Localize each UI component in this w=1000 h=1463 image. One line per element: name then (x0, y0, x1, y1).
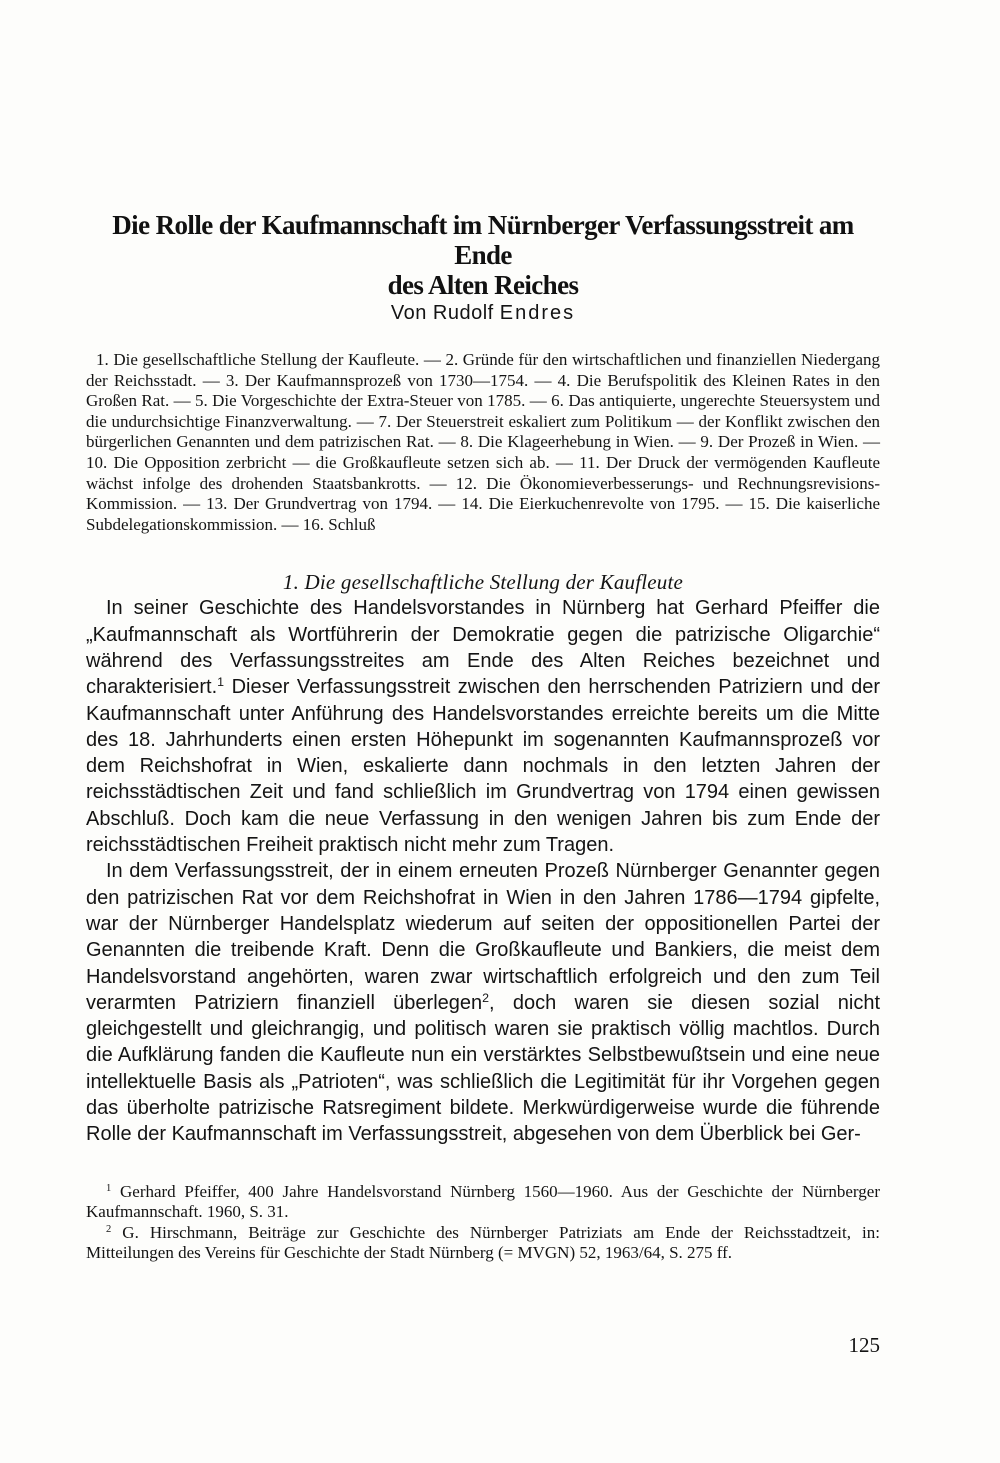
article-title-line-1: Die Rolle der Kaufmannschaft im Nürnberger Verfassungsstreit am Ende (112, 210, 854, 270)
footnote-ref-1: 1 (217, 675, 225, 690)
author-surname: Endres (499, 302, 576, 324)
section-heading: 1. Die gesellschaftliche Stellung der Kaufleute (282, 570, 684, 595)
footnotes (86, 1182, 880, 1264)
paragraph-2-text-a: In dem Verfassungsstreit, der in einem erneuten Prozeß Nürnberger Genannter gegen den patrizischen Rat vor dem Reichshofrat in Wien in den Jahren 1786—1794 gipfelte, war der Nürnberger Handelsplatz wiederum auf seiten der oppositionellen Partei der Genannten die treibende Kraft. Denn die Großkaufleute und Bankiers, die meist dem Handelsvorstand angehörten, waren zwar wirtschaftlich erfolgreich und den zum Teil verarmten Patriziern finanziell überlegen (86, 860, 880, 1014)
footnote-text-1: Gerhard Pfeiffer, 400 Jahre Handelsvorstand Nürnberg 1560—1960. Aus der Geschichte der Nürnberger Kaufmannschaft. 1960, S. 31. (86, 1181, 880, 1222)
footnote-marker-2: 2 (106, 1223, 112, 1235)
body-paragraph-1 (86, 595, 880, 858)
footnote-marker-1: 1 (106, 1182, 112, 1194)
footnote-ref-2: 2 (482, 990, 490, 1005)
author-prefix: Von Rudolf (390, 302, 494, 324)
page-content (86, 210, 880, 1264)
body-paragraph-2 (86, 858, 880, 1147)
body-text (86, 595, 880, 1147)
table-of-contents-abstract: 1. Die gesellschaftliche Stellung der Kaufleute. — 2. Gründe für den wirtschaftlichen und finanziellen Niedergang der Reichsstadt. — 3. Der Kaufmannsprozeß von 1730—1754. — 4. Die Berufspolitik des Kleinen Rates in den Großen Rat. — 5. Die Vorgeschichte der Extra-Steuer von 1785. — 6. Das antiquierte, ungerechte Steuersystem und die undurchsichtige Finanzverwaltung. — 7. Der Steuerstreit eskaliert zum Politikum — der Konflikt zwischen den bürgerlichen Genannten und dem patrizischen Rat. — 8. Die Klageerhebung in Wien. — 9. Der Prozeß in Wien. — 10. Die Opposition zerbricht — die Großkaufleute setzen sich ab. — 11. Der Druck der vermögenden Kaufleute wächst infolge des drohenden Staatsbankrotts. — 12. Die Ökonomieverbesserungs- und Rechnungsrevisions-Kommission. — 13. Der Grundvertrag von 1794. — 14. Die Eierkuchenrevolte von 1795. — 15. Die kaiserliche Subdelegationskommission. — 16. Schluß (86, 350, 880, 534)
article-title (86, 210, 880, 300)
footnote-2 (86, 1223, 880, 1264)
footnote-1 (86, 1182, 880, 1223)
paragraph-2-text-b: , doch waren sie diesen sozial nicht gleichgestellt und gleichrangig, und politisch waren sie praktisch völlig machtlos. Durch die Aufklärung fanden die Kaufleute nun ein verstärktes Selbstbewußtsein und eine neue intellektuelle Basis als „Patrioten“, was schließlich die Legitimität für ihr Vorgehen gegen das überholte patrizische Ratsregiment bildete. Merkwürdigerweise wurde die führende Rolle der Kaufmannschaft im Verfassungsstreit, abgesehen von dem Überblick bei Ger- (86, 991, 880, 1146)
article-author (86, 300, 880, 326)
article-title-line-2: des Alten Reiches (387, 270, 579, 300)
page-number: 125 (848, 1333, 880, 1357)
paragraph-1-text-a: In seiner Geschichte des Handelsvorstandes in Nürnberg hat Gerhard Pfeiffer die „Kaufmannschaft als Wortführerin der Demokratie gegen die patrizische Oligarchie“ während des Verfassungsstreites am Ende des Alten Reiches bezeichnet und charakterisiert. (86, 597, 880, 699)
footnote-text-2: G. Hirschmann, Beiträge zur Geschichte des Nürnberger Patriziats am Ende der Reichsstadtzeit, in: Mitteilungen des Vereins für Geschichte der Stadt Nürnberg (= MVGN) 52, 1963/64, S. 275 ff. (86, 1222, 880, 1263)
paragraph-1-text-b: Dieser Verfassungsstreit zwischen den herrschenden Patriziern und der Kaufmannschaft unter Anführung des Handelsvorstandes erreichte bereits um die Mitte des 18. Jahrhunderts einen ersten Höhepunkt im sogenannten Kaufmannsprozeß vor dem Reichshofrat in Wien, eskalierte dann nochmals in den letzten Jahren der reichsstädtischen Zeit und fand schließlich im Grundvertrag von 1794 einen gewissen Abschluß. Doch kam die neue Verfassung in den wenigen Jahren bis zum Ende der reichsstädtischen Freiheit praktisch nicht mehr zum Tragen. (86, 676, 880, 857)
